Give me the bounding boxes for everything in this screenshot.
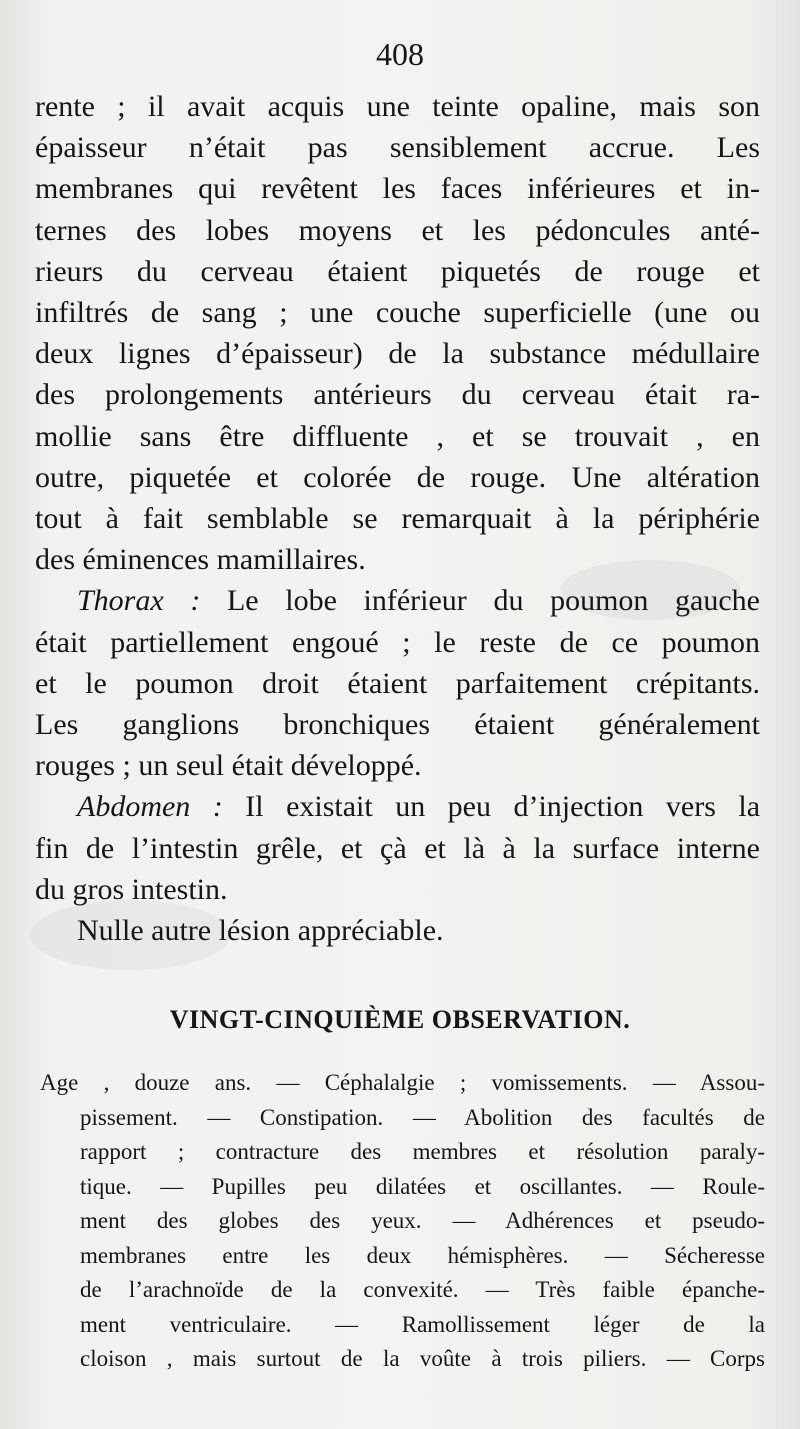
summary-line: tique. — Pupilles peu dilatées et oscillantes. — Roule- xyxy=(80,1173,765,1199)
summary-line: de l’arachnoïde de la convexité. — Très faible épanche- xyxy=(80,1277,765,1302)
text-line: des prolongements antérieurs du cerveau était ra- xyxy=(35,378,760,412)
text-line: rente ; il avait acquis une teinte opaline, mais son xyxy=(35,90,760,123)
page-number: 408 xyxy=(376,36,424,72)
text-line: rieurs du cerveau étaient piquetés de rouge et xyxy=(35,254,760,288)
text-line: deux lignes d’épaisseur) de la substance médullaire xyxy=(35,337,760,371)
summary-line: ment ventriculaire. — Ramollissement léger de la xyxy=(80,1311,765,1337)
text-line: et le poumon droit étaient parfaitement crépitants. xyxy=(35,666,760,700)
summary-line: rapport ; contracture des membres et résolution paraly- xyxy=(80,1139,765,1164)
text-line: tout à fait semblable se remarquait à la périphérie xyxy=(35,502,760,536)
abdomen-text: Il existait un peu d’injection vers la xyxy=(245,790,761,824)
thorax-paragraph xyxy=(35,580,760,786)
observation-summary xyxy=(40,1066,765,1377)
body-text xyxy=(35,86,760,951)
text-line: mollie sans être diffluente , et se trouvait , en xyxy=(35,419,760,453)
closing-line: Nulle autre lésion appréciable. xyxy=(77,914,444,948)
abdomen-paragraph xyxy=(35,786,760,910)
text-line: était partiellement engoué ; le reste de ce poumon xyxy=(35,625,760,659)
observation-heading: VINGT-CINQUIÈME OBSERVATION. xyxy=(169,1005,631,1034)
text-line: épaisseur n’était pas sensiblement accrue. Les xyxy=(35,131,760,165)
intro-paragraph xyxy=(35,86,760,580)
summary-line: ment des globes des yeux. — Adhérences et pseudo- xyxy=(80,1208,765,1233)
text-line xyxy=(35,786,760,827)
thorax-label: Thorax : xyxy=(77,584,201,618)
text-line: du gros intestin. xyxy=(35,872,228,906)
text-line: rouges ; un seul était développé. xyxy=(35,749,422,783)
summary-line: cloison , mais surtout de la voûte à trois piliers. — Corps xyxy=(80,1346,765,1371)
text-line: infiltrés de sang ; une couche superficielle (une ou xyxy=(35,296,760,330)
text-line: des éminences mamillaires. xyxy=(35,543,366,577)
text-line: Les ganglions bronchiques étaient généralement xyxy=(35,708,760,742)
text-line: ternes des lobes moyens et les pédoncules anté- xyxy=(35,213,760,247)
text-line: outre, piquetée et colorée de rouge. Une altération xyxy=(35,460,760,494)
summary-line: membranes entre les deux hémisphères. — Sécheresse xyxy=(80,1242,765,1268)
text-line xyxy=(35,580,760,621)
abdomen-label: Abdomen : xyxy=(77,790,223,824)
summary-line: Age , douze ans. — Céphalalgie ; vomissements. — Assou- xyxy=(40,1070,765,1095)
thorax-text: Le lobe inférieur du poumon gauche xyxy=(226,584,760,618)
text-line: membranes qui revêtent les faces inférieures et in- xyxy=(35,172,760,206)
summary-line: pissement. — Constipation. — Abolition des facultés de xyxy=(80,1104,765,1130)
closing-paragraph xyxy=(35,910,760,951)
text-line: fin de l’intestin grêle, et çà et là à la surface interne xyxy=(35,831,760,865)
